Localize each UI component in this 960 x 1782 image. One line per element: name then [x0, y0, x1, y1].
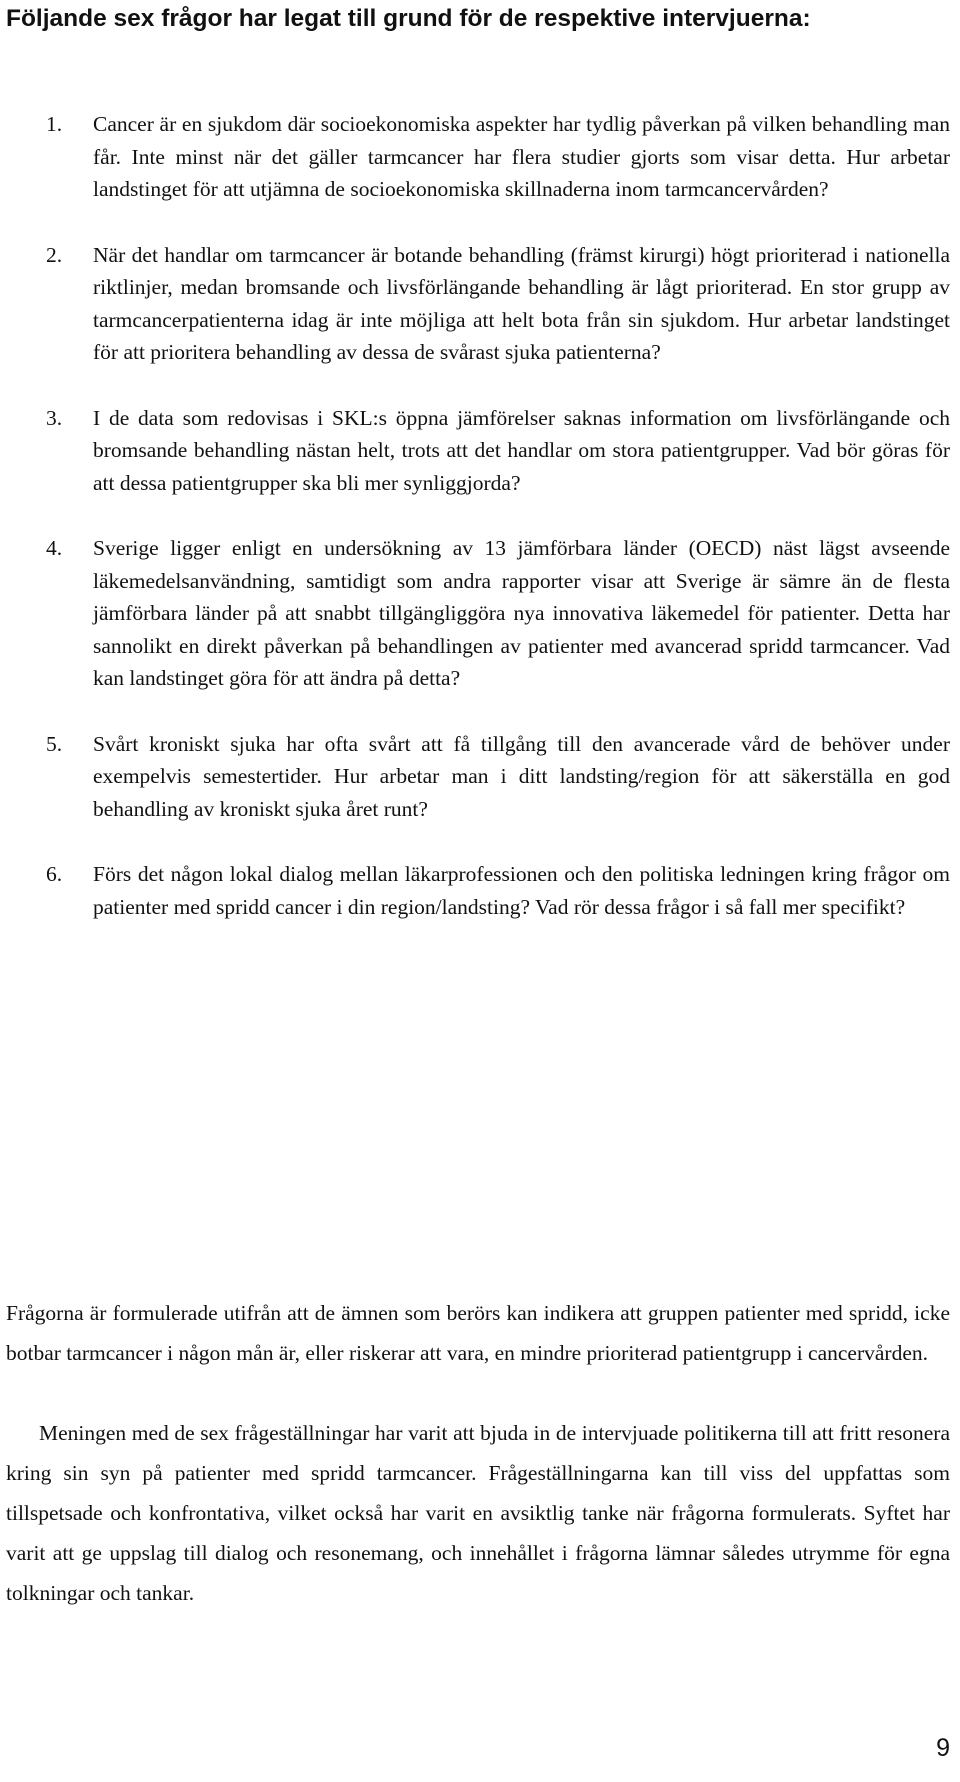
question-number: 6. — [46, 862, 63, 886]
question-item-2 — [0, 239, 960, 369]
question-text: Cancer är en sjukdom där socioekonomiska aspekter har tydlig påverkan på vilken behandling man får. Inte minst när det gäller tarmcancer har flera studier gjorts som visar detta. Hur arbetar landstinget för att utjämna de socioekonomiska skillnaderna inom tarmcancervården? — [93, 112, 950, 201]
question-text: Förs det någon lokal dialog mellan läkarprofessionen och den politiska ledningen kring frågor om patienter med spridd cancer i din region/landsting? Vad rör dessa frågor i så fall mer specifikt? — [93, 862, 950, 919]
question-list — [0, 108, 960, 956]
question-item-3 — [0, 402, 960, 500]
body-paragraph-2: Meningen med de sex frågeställningar har varit att bjuda in de intervjuade politikerna till att fritt resonera kring sin syn på patienter med spridd tarmcancer. Frågeställningarna kan till viss del uppfattas som tillspetsade och konfrontativa, vilket också har varit en avsiktlig tanke när frågorna formulerats. Syftet har varit att ge uppslag till dialog och resonemang, och innehållet i frågorna lämnar således utrymme för egna tolkningar och tankar. — [6, 1421, 950, 1605]
question-item-4 — [0, 532, 960, 695]
body-paragraph-1: Frågorna är formulerade utifrån att de ämnen som berörs kan indikera att gruppen patienter med spridd, icke botbar tarmcancer i någon mån är, eller riskerar att vara, en mindre prioriterad patientgrupp i cancervården. — [6, 1301, 950, 1365]
question-text: Svårt kroniskt sjuka har ofta svårt att få tillgång till den avancerade vård de behöver under exempelvis semestertider. Hur arbetar man i ditt landsting/region för att säkerställa en god behandling av kroniskt sjuka året runt? — [93, 731, 950, 821]
question-item-5 — [0, 728, 960, 826]
question-number: 5. — [46, 731, 63, 756]
question-number: 1. — [46, 112, 63, 136]
question-number: 4. — [46, 536, 63, 560]
question-number: 3. — [46, 405, 63, 430]
question-text: När det handlar om tarmcancer är botande behandling (främst kirurgi) högt prioriterad i nationella riktlinjer, medan bromsande och livsförlängande behandling är lågt prioriterad. En stor grupp av tarmcancerpatienterna idag är inte möjliga att helt bota från sin sjukdom. Hur arbetar landstinget för att prioritera behandling av dessa de svårast sjuka patienterna? — [93, 242, 950, 364]
question-number: 2. — [46, 242, 63, 267]
section-heading: Följande sex frågor har legat till grund för de respektive intervjuerna: — [6, 5, 811, 32]
question-item-1 — [0, 108, 960, 206]
question-text: Sverige ligger enligt en undersökning av 13 jämförbara länder (OECD) näst lägst avseende läkemedelsanvändning, samtidigt som andra rapporter visar att Sverige är sämre än de flesta jämförbara länder på att snabbt tillgängliggöra nya innovativa läkemedel för patienter. Detta har sannolikt en direkt påverkan på behandlingen av patienter med avancerad spridd tarmcancer. Vad kan landstinget göra för att ändra på detta? — [93, 536, 950, 690]
question-item-6 — [0, 858, 960, 923]
page-number: 9 — [936, 1734, 950, 1762]
question-text: I de data som redovisas i SKL:s öppna jämförelser saknas information om livsförlängande och bromsande behandling nästan helt, trots att det handlar om stora patientgrupper. Vad bör göras för att dessa patientgrupper ska bli mer synliggjorda? — [93, 405, 950, 495]
